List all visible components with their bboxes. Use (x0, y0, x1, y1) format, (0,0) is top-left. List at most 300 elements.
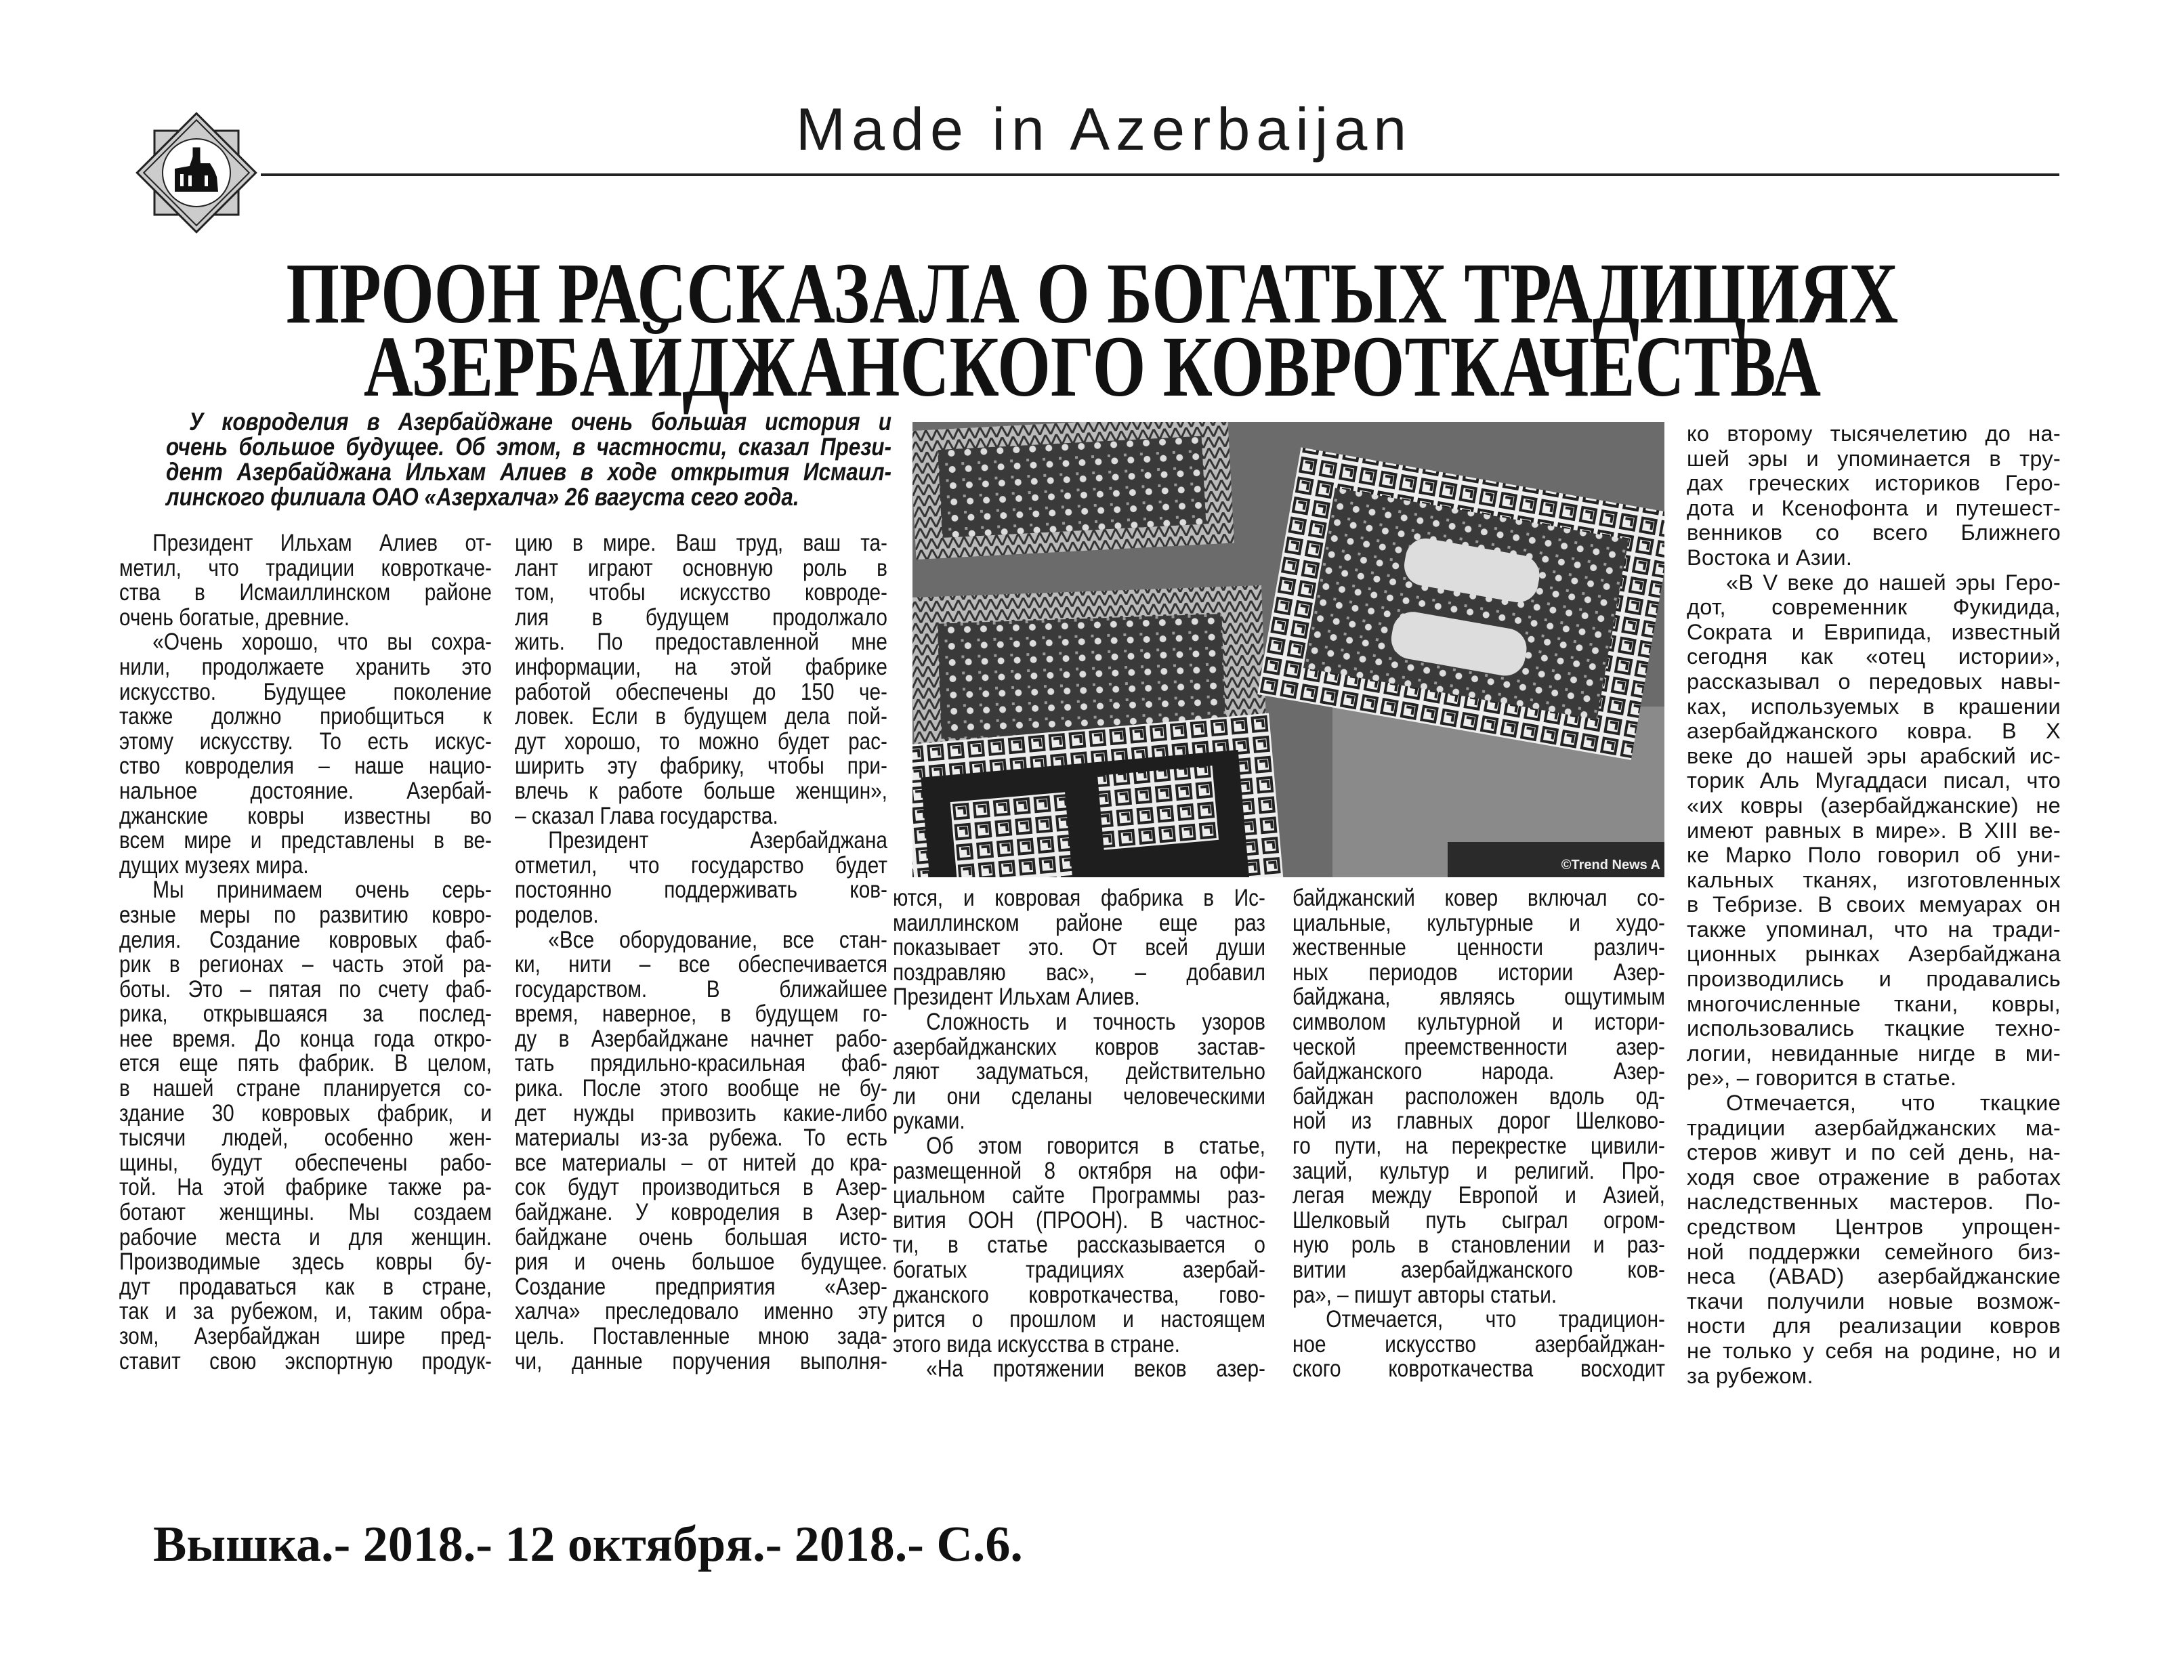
paragraph (893, 1357, 1331, 1382)
text-line-content: «их ковры (азербайджанские) не (1687, 793, 2061, 818)
text-line-content: дут продаваться как в стране, (119, 1273, 492, 1300)
text-line (119, 1076, 558, 1101)
text-line (1687, 1066, 2061, 1091)
text-line (1687, 744, 2061, 769)
text-line (515, 779, 953, 804)
text-line (1687, 1190, 2061, 1215)
text-line-content: веке до нашей эры арабский ис- (1687, 743, 2061, 768)
text-line-content: азербайджанского ковра. В Х (1687, 719, 2061, 744)
paragraph (893, 1010, 1331, 1134)
text-line (515, 1175, 953, 1200)
text-line (893, 936, 1331, 961)
carpets-photo-image (912, 422, 1664, 877)
text-line-content: лия в будущем продолжало (515, 604, 887, 631)
text-line-content: средством Центров упрощен- (1687, 1215, 2061, 1239)
text-line-content: Президент Ильхам Алиев от- (152, 530, 492, 556)
text-line-content: азербайджанских ковров застав- (893, 1033, 1265, 1060)
text-line-content: «На протяжении веков азер- (926, 1356, 1265, 1383)
text-line-content: – сказал Глава государства. (515, 802, 778, 829)
text-line-content: рассказывал о передовых навы- (1687, 669, 2061, 694)
text-line-content: логии, невиданные нигде в ми- (1687, 1041, 2061, 1066)
text-line-content: Президент Азербайджана (548, 827, 887, 854)
text-line-content: Шелковый путь сыграл огром- (1293, 1206, 1665, 1234)
paragraph (893, 886, 1331, 1010)
text-line (515, 952, 953, 978)
text-line-content: ловек. Если в будущем дела пой- (515, 703, 887, 730)
text-line-content: так и за рубежом, и, таким обра- (119, 1298, 492, 1325)
text-line (1687, 768, 2061, 793)
text-line (166, 434, 1020, 459)
text-line (119, 1225, 558, 1251)
text-line-content: байджана, являясь ощутимым (1293, 984, 1665, 1011)
text-line (119, 680, 558, 705)
text-line (1687, 1016, 2061, 1041)
text-line-content: работой обеспечены до 150 че- (515, 678, 887, 705)
paragraph (1687, 570, 2061, 1091)
text-line (119, 854, 558, 879)
text-line-content: этого вида искусства в стране. (893, 1330, 1180, 1358)
text-line-content: ство ковроделия – наше нацио- (119, 753, 492, 780)
text-line-content: джанские ковры известны во (119, 802, 492, 829)
text-line (515, 606, 953, 631)
text-line-content: жить. По предоставленной мне (515, 629, 887, 656)
text-line (1293, 961, 1731, 986)
text-line-content: рика, открывшаяся за послед- (119, 1001, 492, 1028)
text-line-content: цию в мире. Ваш труд, ваш та- (515, 530, 887, 556)
paragraph (515, 928, 953, 1374)
article-column-5 (1687, 421, 2061, 1388)
text-line (1687, 719, 2061, 744)
text-line (515, 975, 953, 1003)
text-line-content: влечь к работе больше женщин», (515, 777, 887, 804)
text-line (1293, 1332, 1731, 1358)
text-line (1293, 911, 1731, 936)
text-line (515, 1225, 953, 1251)
text-line (1687, 1165, 2061, 1190)
text-line-content: кальных тканях, изготовленных (1687, 867, 2061, 892)
text-line-content: богатых традициях азербай- (893, 1256, 1265, 1283)
text-line-content: легая между Европой и Азией, (1293, 1182, 1665, 1209)
text-line (1293, 1307, 1731, 1332)
text-line-content: ности для реализации ковров (1687, 1314, 2061, 1339)
text-line-content: дота и Ксенофонта и путешест- (1687, 495, 2061, 520)
text-line-content: байджан расположен вдоль од- (1293, 1083, 1665, 1110)
text-line (893, 1206, 1331, 1234)
text-line-content: Создание предприятия «Азер- (515, 1273, 887, 1300)
text-line-content: венников со всего Ближнего (1687, 520, 2061, 545)
text-line-content: за рубежом. (1687, 1363, 1813, 1388)
text-line (1687, 818, 2061, 843)
text-line (119, 878, 558, 903)
text-line-content: руками. (893, 1108, 965, 1135)
text-line-content: постоянно поддерживать ков- (515, 877, 887, 904)
text-line-content: ется еще пять фабрик. В целом, (119, 1050, 492, 1077)
text-line-content: информации, на этой фабрике (515, 653, 887, 680)
text-line-content: ского ковроткачества восходит (1293, 1356, 1665, 1383)
text-line-content: в нашей стране планируется со- (119, 1075, 492, 1102)
text-line (1687, 868, 2061, 893)
text-line (119, 556, 558, 581)
paragraph (893, 1134, 1331, 1357)
text-line (515, 1200, 953, 1225)
text-line-content: шей эры и упоминается в тру- (1687, 446, 2061, 471)
text-line-content: Сократа и Еврипида, известный (1687, 619, 2061, 644)
text-line-content: роделов. (515, 901, 599, 928)
text-line (1687, 595, 2061, 620)
text-line (119, 1349, 558, 1374)
header-rule (261, 173, 2059, 176)
text-line (1687, 1289, 2061, 1314)
text-line (1687, 942, 2061, 967)
text-line (1687, 892, 2061, 917)
text-line-content: ное искусство азербайджан- (1293, 1330, 1665, 1358)
text-line (1293, 1233, 1731, 1258)
text-line (1293, 1134, 1731, 1159)
text-line-content: чи, данные поручения выполня- (515, 1347, 887, 1374)
text-line (515, 1324, 953, 1349)
text-line (119, 655, 558, 680)
text-line-content: ткачи получили новые возмож- (1687, 1288, 2061, 1314)
text-line (1687, 1339, 2061, 1364)
text-line-content: заций, культур и религий. Про- (1293, 1157, 1665, 1184)
text-line-content: «Очень хорошо, что вы сохра- (152, 629, 492, 656)
text-line-content: циальном сайте Программы раз- (893, 1182, 1265, 1209)
text-line-content: символом культурной и истори- (1293, 1008, 1665, 1035)
text-line-content: искусство. Будущее поколение (119, 678, 492, 705)
text-line-content: дущих музеях мира. (119, 852, 309, 879)
text-line (893, 985, 1331, 1010)
text-line-content: дент Азербайджана Ильхам Алиев в ходе открытия Исмаил- (166, 458, 891, 486)
text-line-content: нее время. До конца года откро- (119, 1025, 492, 1052)
text-line (1687, 992, 2061, 1017)
text-line-content: той. На этой фабрике также ра- (119, 1174, 492, 1201)
text-line-content: торик Аль Мугаддаси писал, что (1687, 768, 2061, 793)
text-line (119, 1051, 558, 1076)
text-line-content: время, наверное, в будущем го- (515, 1001, 887, 1028)
text-line (515, 531, 953, 556)
text-line-content: Востока и Азии. (1687, 545, 1853, 570)
text-line-content: ставит свою экспортную продук- (119, 1347, 492, 1374)
text-line (1293, 886, 1731, 911)
text-line (119, 779, 558, 804)
text-line (515, 828, 953, 854)
text-line-content: ной из главных дорог Шелково- (1293, 1108, 1665, 1135)
text-line-content: очень большое будущее. Об этом, в частности, сказал Прези- (166, 433, 891, 461)
text-line (1293, 936, 1731, 961)
text-line (893, 1059, 1331, 1085)
text-line-content: байджанского народа. Азер- (1293, 1058, 1665, 1085)
text-line-content: этому искусству. То есть искус- (119, 728, 492, 755)
text-line (1687, 917, 2061, 942)
text-line-content: цель. Поставленные мною зада- (515, 1323, 887, 1349)
text-line (1687, 1364, 2061, 1389)
text-line (119, 630, 558, 655)
text-line (119, 1151, 558, 1176)
paragraph (119, 531, 558, 630)
text-line-content: ботают женщины. Мы создаем (119, 1199, 492, 1226)
text-line (515, 556, 953, 581)
text-line (1687, 1215, 2061, 1240)
text-line-content: байджанский ковер включал со- (1293, 885, 1665, 911)
paragraph (515, 531, 953, 828)
text-line (119, 1175, 558, 1200)
text-line-content: рия и очень большое будущее. (515, 1248, 887, 1276)
text-line (515, 903, 953, 928)
text-line (1293, 1283, 1731, 1308)
text-line-content: рик в регионах – часть этой ра- (119, 951, 492, 978)
text-line-content: материалы из-за рубежа. То есть (515, 1125, 887, 1152)
paragraph (119, 630, 558, 878)
text-line-content: том, чтобы искусство ковроде- (515, 579, 887, 606)
text-line-content: дет нужды привозить какие-либо (515, 1099, 887, 1127)
text-line (893, 1233, 1331, 1258)
paragraph (119, 878, 558, 1374)
text-line-content: ческой преемственности азер- (1293, 1033, 1665, 1060)
headline-text: ПРООН РАССКАЗАЛА О БОГАТЫХ ТРАДИЦИЯХ (286, 245, 1898, 341)
text-line (119, 1250, 558, 1275)
text-line-content: государством. В ближайшее (515, 975, 887, 1003)
text-line (1293, 1010, 1731, 1035)
text-line (1293, 1206, 1731, 1234)
text-line (515, 1126, 953, 1151)
text-line (515, 1151, 953, 1176)
text-line (515, 804, 953, 829)
text-line (893, 1159, 1331, 1184)
text-line-content: тать прядильно-красильная фаб- (515, 1050, 887, 1077)
text-line (119, 1027, 558, 1052)
text-line (1687, 793, 2061, 818)
text-line-content: жественные ценности различ- (1293, 934, 1665, 961)
text-line (1293, 1085, 1731, 1110)
text-line-content: не только у себя на родине, но и (1687, 1338, 2061, 1363)
text-line (119, 730, 558, 755)
carpets-photo (912, 422, 1664, 877)
text-line (1687, 843, 2061, 868)
text-line-content: Отмечается, что ткацкие (1726, 1091, 2061, 1116)
text-line (1687, 1091, 2061, 1116)
text-line-content: нили, продолжаете хранить это (119, 653, 492, 680)
text-line-content: «В V веке до нашей эры Геро- (1726, 570, 2061, 595)
text-line-content: тысячи людей, особенно жен- (119, 1125, 492, 1152)
section-title: Made in Azerbaijan (795, 96, 1413, 163)
text-line-content: дот, современник Фукидида, (1687, 595, 2061, 620)
text-line-content: лант играют основную роль в (515, 554, 887, 581)
text-line-content: У ковроделия в Азербайджане очень большая история и (189, 408, 891, 436)
text-line (515, 1349, 953, 1374)
text-line (515, 928, 953, 953)
text-line-content: поздравляю вас», – добавил (893, 959, 1265, 986)
text-line (1687, 446, 2061, 471)
article-column-3 (893, 886, 1331, 1382)
text-line (893, 1283, 1331, 1308)
text-line (515, 854, 953, 879)
text-line (893, 1085, 1331, 1110)
text-line (1687, 694, 2061, 719)
text-line (1293, 1357, 1731, 1382)
text-line (893, 1134, 1331, 1159)
text-line-content: ства в Исмаиллинском районе (119, 579, 492, 606)
article-column-4 (1293, 886, 1731, 1382)
text-line-content: также упоминал, что на тради- (1687, 917, 2061, 942)
text-line-content: ко второму тысячелетию до на- (1687, 421, 2061, 446)
text-line (515, 1027, 953, 1052)
text-line-content: езные меры по развитию ковро- (119, 901, 492, 928)
text-line (893, 1357, 1331, 1382)
text-line (893, 1332, 1331, 1358)
text-line (1687, 421, 2061, 446)
text-line-content: Сложность и точность узоров (926, 1008, 1265, 1035)
text-line-content: ду в Азербайджане начнет рабо- (515, 1025, 887, 1052)
paragraph (1687, 1091, 2061, 1388)
text-line (1687, 669, 2061, 694)
text-line-content: отметил, что государство будет (515, 852, 887, 879)
text-line (119, 1126, 558, 1151)
text-line (1687, 1240, 2061, 1265)
text-line-content: маиллинском районе еще раз (893, 909, 1265, 936)
headline-text: АЗЕРБАЙДЖАНСКОГО КОВРОТКАЧЕСТВА (363, 318, 1821, 415)
text-line-content: щины, будут обеспечены рабо- (119, 1149, 492, 1176)
text-line-content: все материалы – от нитей до кра- (515, 1149, 887, 1176)
text-line-content: нальное достояние. Азербай- (119, 777, 492, 804)
text-line (1687, 545, 2061, 570)
text-line (1687, 520, 2061, 545)
text-line-content: имеют равных в мире». В XIII ве- (1687, 818, 2061, 843)
text-line (893, 1010, 1331, 1035)
text-line (515, 581, 953, 606)
text-line-content: ются, и ковровая фабрика в Ис- (893, 885, 1265, 911)
text-line-content: многочисленные ткани, ковры, (1687, 991, 2061, 1016)
text-line-content: использовались ткацкие техно- (1687, 1016, 2061, 1041)
text-line (1687, 471, 2061, 496)
text-line (1687, 967, 2061, 992)
headline-line-2 (0, 318, 2184, 415)
text-line (119, 1324, 558, 1349)
text-line (119, 581, 558, 606)
text-line (1293, 1258, 1731, 1283)
text-line (515, 1002, 953, 1027)
text-line-content: линского филиала ОАО «Азерхалча» 26 вагуста сего года. (166, 483, 799, 511)
text-line-content: боты. Это – пятая по счету фаб- (119, 975, 492, 1003)
text-line (515, 630, 953, 655)
text-line (119, 754, 558, 779)
text-line-content: вития ООН (ПРООН). В частнос- (893, 1206, 1265, 1234)
text-line (515, 1299, 953, 1324)
text-line-content: ционных рынках Азербайджана (1687, 942, 2061, 967)
text-line (1293, 1109, 1731, 1134)
text-line-content: витии азербайджанского ков- (1293, 1256, 1665, 1283)
text-line (1293, 985, 1731, 1010)
text-line-content: джанского ковроткачества, гово- (893, 1281, 1265, 1308)
text-line (893, 1183, 1331, 1209)
text-line (515, 680, 953, 705)
text-line (119, 1002, 558, 1027)
text-line-content: ширить эту фабрику, чтобы при- (515, 753, 887, 780)
text-line (119, 1200, 558, 1225)
text-line-content: ли они сделаны человеческими (893, 1083, 1265, 1110)
text-line-content: го пути, на перекрестке цивили- (1293, 1132, 1665, 1159)
text-line (119, 1101, 558, 1127)
text-line-content: сегодня как «отец истории», (1687, 644, 2061, 669)
text-line (515, 705, 953, 730)
newspaper-section-logo (132, 112, 261, 234)
lead-paragraph (166, 409, 1020, 509)
text-line-content: в Тебризе. В своих мемуарах он (1687, 892, 2061, 917)
text-line (119, 903, 558, 928)
text-line (166, 459, 1020, 484)
text-line-content: наследственных мастеров. По- (1687, 1190, 2061, 1215)
text-line (119, 928, 558, 953)
text-line-content: ной поддержки семейного биз- (1687, 1239, 2061, 1264)
text-line (1687, 644, 2061, 669)
text-line-content: Мы принимаем очень серь- (152, 877, 492, 904)
text-line-content: Производимые здесь ковры бу- (119, 1248, 492, 1276)
text-line-content: байджане очень большая исто- (515, 1223, 887, 1251)
text-line-content: показывает это. От всей души (893, 934, 1265, 961)
text-line-content: производились и продавались (1687, 967, 2061, 992)
text-line (515, 1275, 953, 1300)
text-line-content: сок будут производиться в Азер- (515, 1174, 887, 1201)
text-line (515, 655, 953, 680)
article-column-2 (515, 531, 953, 1374)
text-line-content: размещенной 8 октября на офи- (893, 1157, 1265, 1184)
text-line (166, 484, 1020, 509)
text-line-content: метил, что традиции ковроткаче- (119, 554, 492, 581)
text-line (1687, 1264, 2061, 1289)
text-line (515, 878, 953, 903)
text-line-content: рика. После этого вообще не бу- (515, 1075, 887, 1102)
text-line (893, 1258, 1331, 1283)
text-line (1293, 1035, 1731, 1060)
text-line-content: рабочие места и для женщин. (119, 1223, 492, 1251)
text-line-content: Отмечается, что традицион- (1326, 1306, 1665, 1333)
text-line-content: также должно приобщиться к (119, 703, 492, 730)
text-line-content: халча» преследовало именно эту (515, 1298, 887, 1325)
text-line-content: рится о прошлом и настоящем (893, 1306, 1265, 1333)
article-column-1 (119, 531, 558, 1374)
text-line-content: байджане. У ковроделия в Азер- (515, 1199, 887, 1226)
text-line-content: ляют задуматься, действительно (893, 1058, 1265, 1085)
paragraph (1687, 421, 2061, 570)
text-line-content: ную роль в становлении и раз- (1293, 1232, 1665, 1259)
text-line (515, 1076, 953, 1101)
text-line-content: ке Марко Поло говорил об уни- (1687, 843, 2061, 868)
text-line (515, 730, 953, 755)
text-line-content: здание 30 ковровых фабрик, и (119, 1099, 492, 1127)
text-line-content: ных периодов истории Азер- (1293, 959, 1665, 986)
text-line-content: ра», – пишут авторы статьи. (1293, 1281, 1557, 1308)
text-line (1687, 570, 2061, 595)
text-line (1687, 620, 2061, 645)
text-line (119, 975, 558, 1003)
text-line (1293, 1183, 1731, 1209)
text-line (893, 911, 1331, 936)
text-line-content: циальные, культурные и худо- (1293, 909, 1665, 936)
text-line-content: ходя свое отражение в работах (1687, 1164, 2061, 1190)
text-line (515, 1101, 953, 1127)
text-line-content: Президент Ильхам Алиев. (893, 984, 1140, 1011)
paragraph (1293, 886, 1731, 1307)
text-line (893, 1109, 1331, 1134)
text-line (119, 1299, 558, 1324)
text-line (893, 1035, 1331, 1060)
paragraph (1293, 1307, 1731, 1382)
text-line (119, 705, 558, 730)
text-line (893, 1307, 1331, 1332)
text-line-content: стеров живут и по сей день, на- (1687, 1140, 2061, 1165)
text-line (893, 886, 1331, 911)
text-line (1687, 496, 2061, 521)
text-line (119, 1275, 558, 1300)
